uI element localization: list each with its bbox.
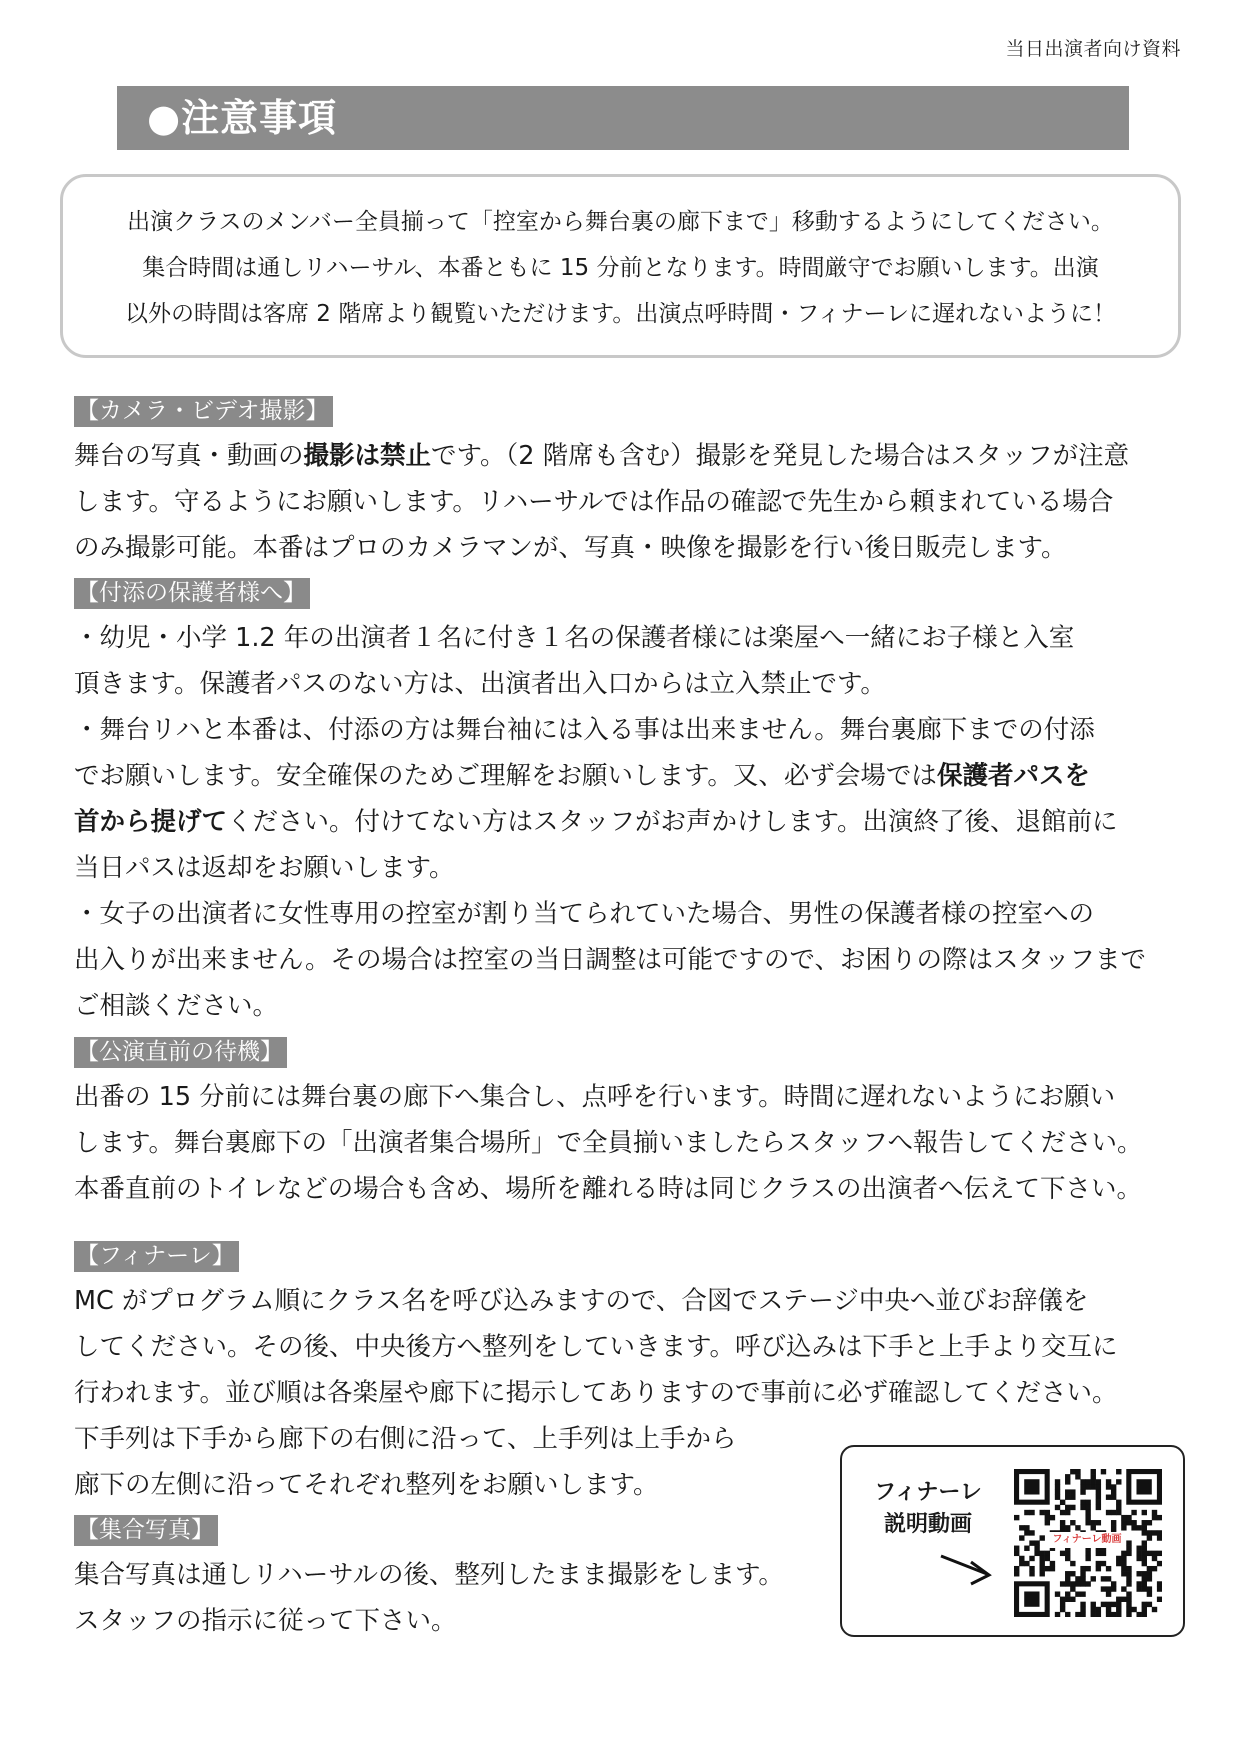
paragraph-line: 舞台の写真・動画の撮影は禁止です。（2 階席も含む）撮影を発見した場合はスタッフが注意: [74, 441, 1130, 471]
paragraph-line: 集合写真は通しリハーサルの後、整列したまま撮影をします。: [74, 1560, 784, 1590]
paragraph-line: 首から提げてください。付けてない方はスタッフがお声かけします。出演終了後、退館前に: [74, 807, 1118, 837]
paragraph-line: します。守るようにお願いします。リハーサルでは作品の確認で先生から頼まれている場合: [74, 487, 1114, 517]
paragraph-line: 下手列は下手から廊下の右側に沿って、上手列は上手から: [74, 1424, 737, 1454]
section-heading-group-photo: 【集合写真】: [74, 1515, 218, 1546]
paragraph-line: MC がプログラム順にクラス名を呼び込みますので、合図でステージ中央へ並びお辞儀を: [74, 1286, 1089, 1316]
paragraph-line: 出入りが出来ません。その場合は控室の当日調整は可能ですので、お困りの際はスタッフまで: [74, 945, 1147, 975]
paragraph-line: してください。その後、中央後方へ整列をしていきます。呼び込みは下手と上手より交互に: [74, 1332, 1118, 1362]
document-type-note: 当日出演者向け資料: [1005, 38, 1181, 60]
paragraph-line: ・女子の出演者に女性専用の控室が割り当てられていた場合、男性の保護者様の控室への: [74, 899, 1095, 929]
notice-line: 以外の時間は客席 2 階席より観覧いただけます。出演点呼時間・フィナーレに遅れないように！: [124, 301, 1117, 327]
section-heading-guardian: 【付添の保護者様へ】: [74, 578, 310, 609]
notice-line: 集合時間は通しリハーサル、本番ともに 15 分前となります。時間厳守でお願いします。出演: [142, 255, 1099, 281]
guardian-section: [74, 569, 1194, 1029]
section-heading-camera: 【カメラ・ビデオ撮影】: [74, 396, 333, 427]
qr-code-label: フィナーレ動画: [1048, 1532, 1126, 1548]
paragraph-line: 頂きます。保護者パスのない方は、出演者出入口からは立入禁止です。: [74, 669, 886, 699]
paragraph-line: 当日パスは返却をお願いします。: [74, 853, 455, 883]
bold-text: 首から提げて: [74, 807, 228, 837]
section-heading-standby: 【公演直前の待機】: [74, 1037, 287, 1068]
paragraph-line: スタッフの指示に従って下さい。: [74, 1606, 457, 1636]
bold-text: 撮影は禁止: [303, 441, 432, 471]
paragraph-line: 本番直前のトイレなどの場合も含め、場所を離れる時は同じクラスの出演者へ伝えて下さい。: [74, 1174, 1142, 1204]
paragraph-line: ご相談ください。: [74, 991, 279, 1021]
paragraph-line: ・幼児・小学 1.2 年の出演者１名に付き１名の保護者様には楽屋へ一緒にお子様と入室: [74, 623, 1075, 653]
camera-section: [74, 387, 1194, 571]
paragraph-line: 行われます。並び順は各楽屋や廊下に掲示してありますので事前に必ず確認してください。: [74, 1378, 1118, 1408]
standby-section: [74, 1028, 1194, 1212]
page-title: ●注意事項: [117, 86, 1129, 150]
bold-text: 保護者パスを: [936, 761, 1090, 791]
paragraph-line: します。舞台裏廊下の「出演者集合場所」で全員揃いましたらスタッフへ報告してください。: [74, 1128, 1143, 1158]
section-heading-finale: 【フィナーレ】: [74, 1241, 239, 1272]
paragraph-line: ・舞台リハと本番は、付添の方は舞台袖には入る事は出来ません。舞台裏廊下までの付添: [74, 715, 1095, 745]
notice-box: [60, 174, 1181, 358]
paragraph-line: のみ撮影可能。本番はプロのカメラマンが、写真・映像を撮影を行い後日販売します。: [74, 533, 1067, 563]
paragraph-line: でお願いします。安全確保のためご理解をお願いします。又、必ず会場では保護者パスを: [74, 761, 1090, 791]
notice-line: 出演クラスのメンバー全員揃って「控室から舞台裏の廊下まで」移動するようにしてください。: [127, 209, 1114, 235]
arrow-right-icon: [937, 1550, 997, 1590]
paragraph-line: 出番の 15 分前には舞台裏の廊下へ集合し、点呼を行います。時間に遅れないようにお願い: [74, 1082, 1116, 1112]
finale-video-qr-box[interactable]: [840, 1445, 1185, 1637]
qr-caption: フィナーレ 説明動画: [874, 1480, 982, 1537]
paragraph-line: 廊下の左側に沿ってそれぞれ整列をお願いします。: [74, 1470, 659, 1500]
